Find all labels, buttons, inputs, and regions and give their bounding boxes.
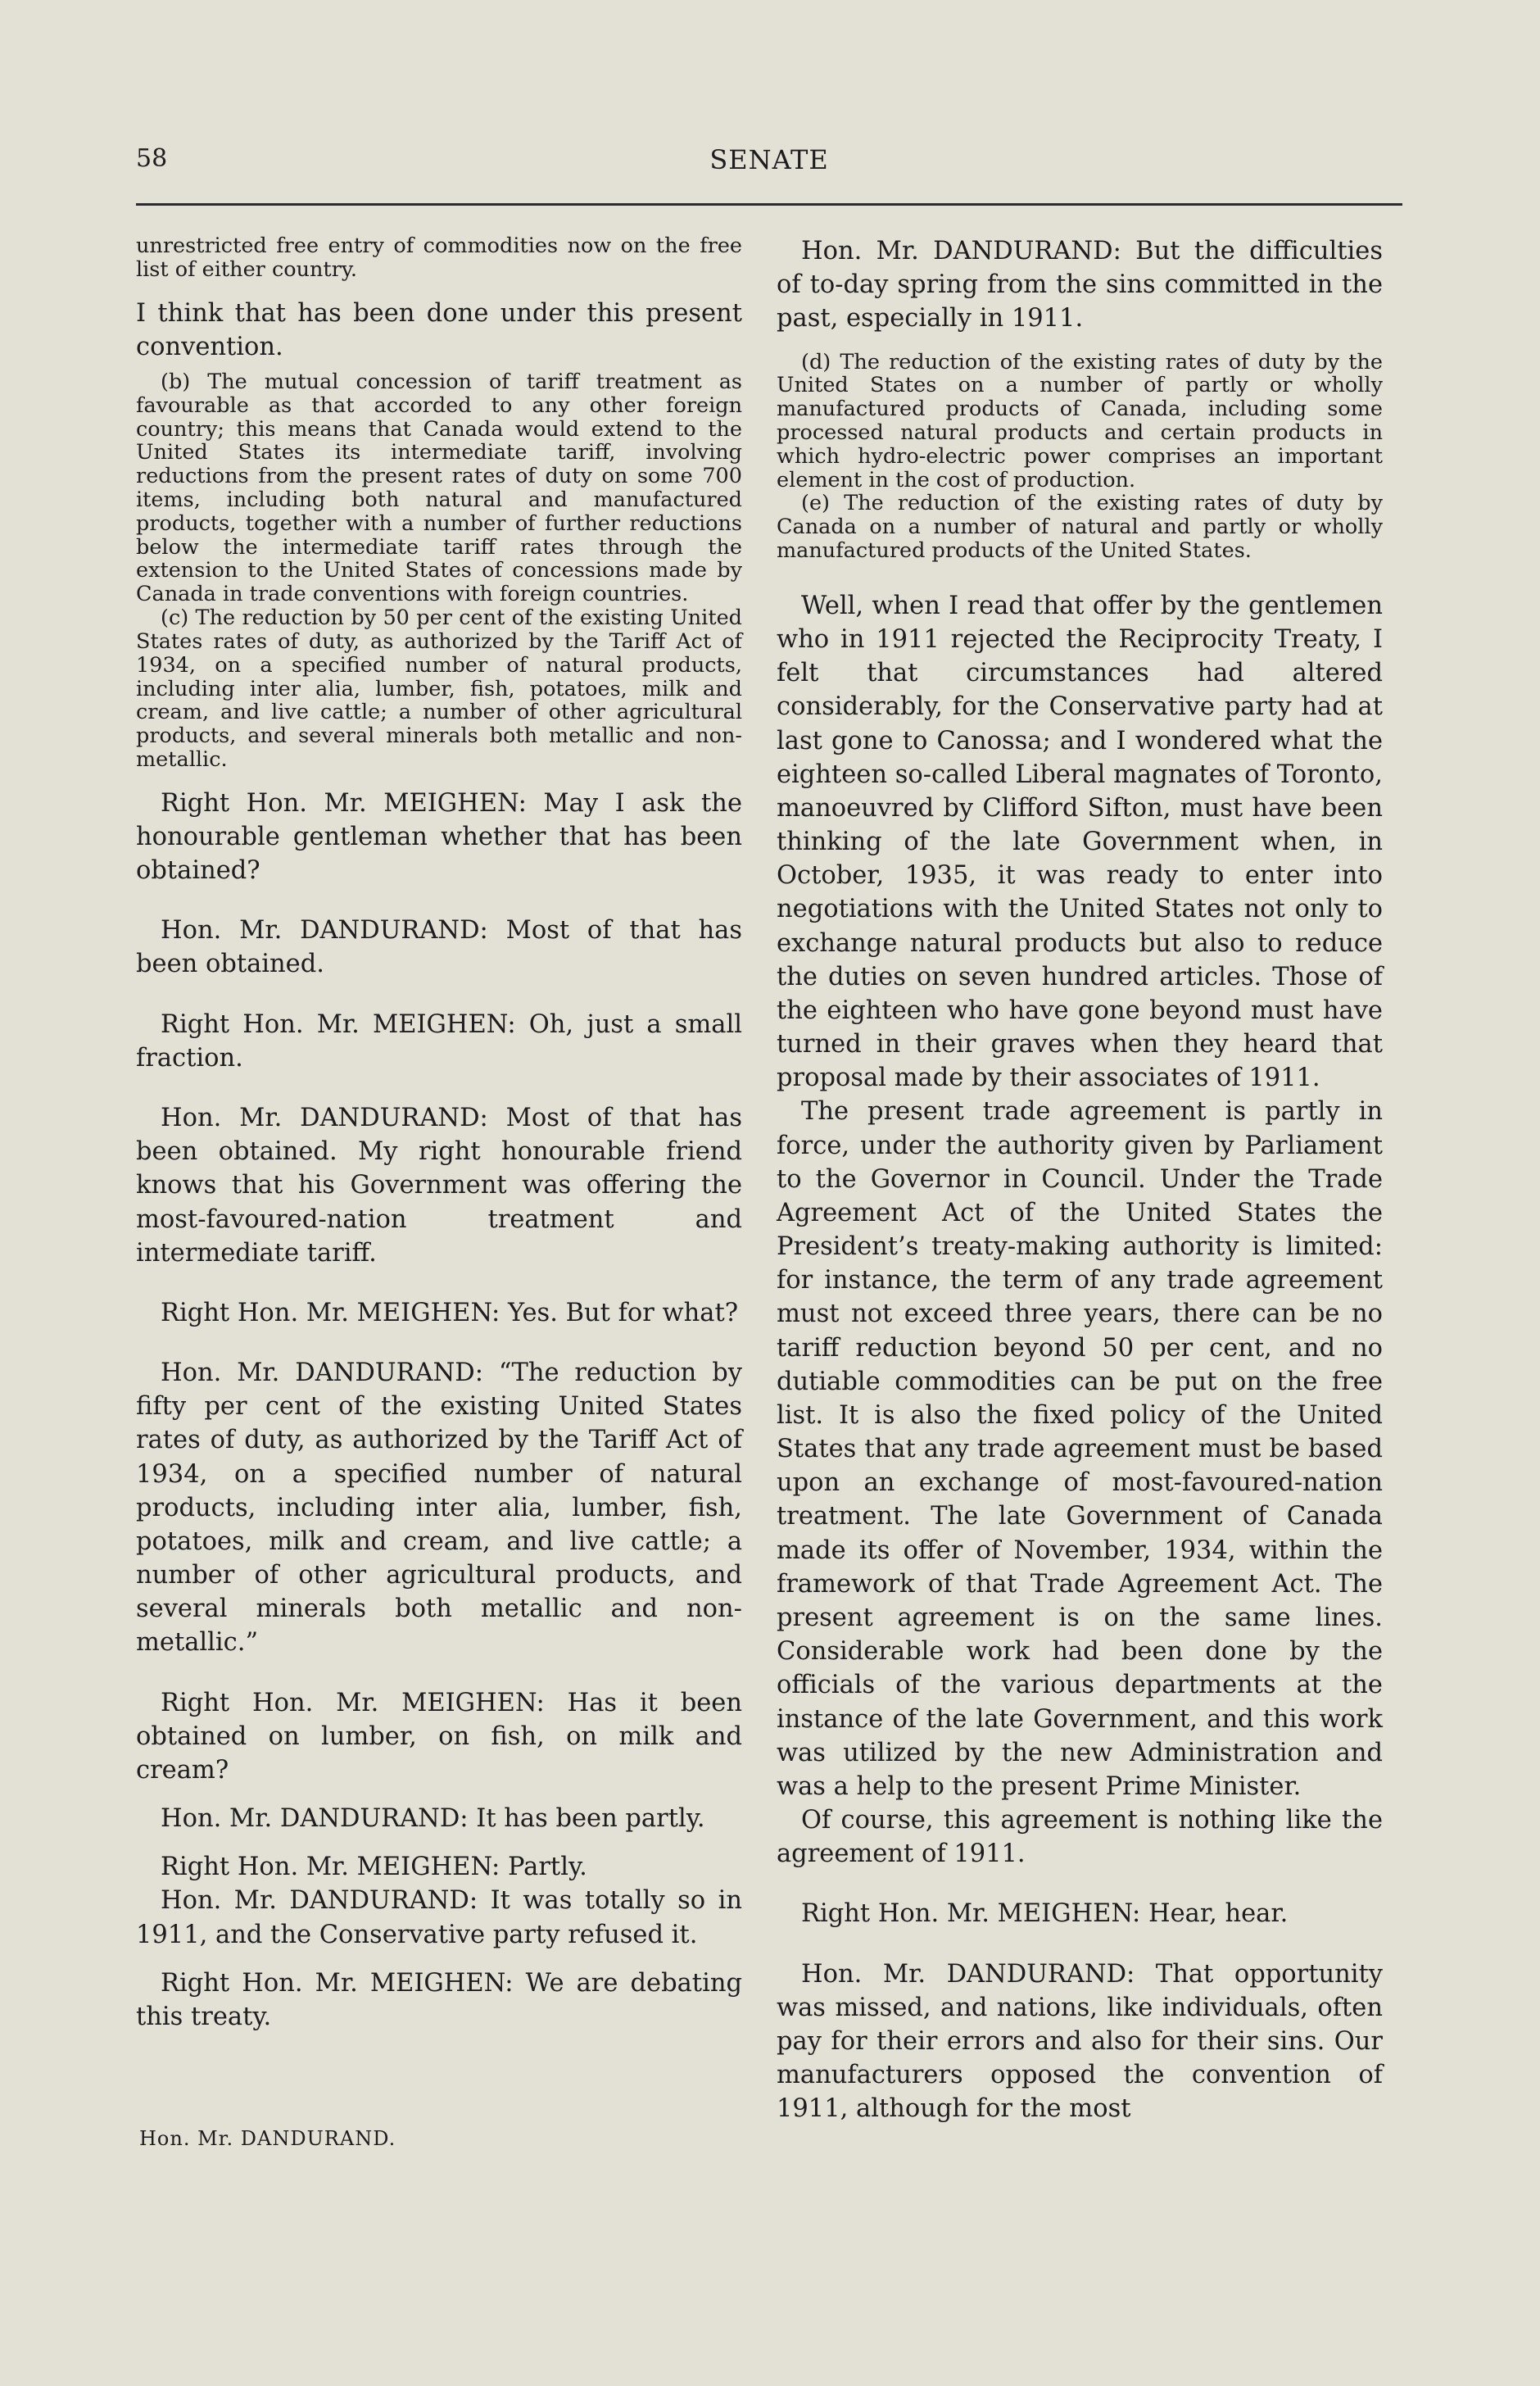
speech: Well, when I read that offer by the gentlemen who in 1911 rejected the Reciprocity Treaty, I felt that circumstances had altered considerably, for the Conservative party had at last gone to Canossa; and I wondered what the eighteen so-called Liberal magnates of Toronto, manoeuvred by Clifford Sifton, must have been thinking of the late Government when, in October, 1935, it was ready to enter into negotiations with the United States not only to exchange natural products but also to reduce the duties on seven hundred articles. Those of the eighteen who have gone beyond must have turned in their graves when they heard that proposal made by their associates of 1911. — [777, 591, 1383, 1093]
speech: Hon. Mr. DANDURAND: That opportunity was missed, and nations, like individuals, often pay for their errors and also for their sins. Our manufacturers opposed the convention of 1911, although for the most — [777, 1959, 1383, 2124]
paragraph: I think that has been done under this present convention. — [136, 298, 742, 361]
paragraph: Of course, this agreement is nothing like the agreement of 1911. — [777, 1806, 1383, 1869]
running-head: SENATE — [709, 144, 829, 175]
speech: Hon. Mr. DANDURAND: But the difficulties of to-day spring from the sins committed in the past, especially in 1911. — [777, 237, 1383, 333]
speech: Hon. Mr. DANDURAND: Most of that has been obtained. — [136, 916, 742, 979]
speech: Right Hon. Mr. MEIGHEN: Hear, hear. — [801, 1899, 1289, 1929]
speech: Hon. Mr. DANDURAND: Most of that has been obtained. My right honourable friend knows that his Government was offering the most-favoured-nation treatment and intermediate tariff. — [136, 1103, 742, 1268]
speech: Right Hon. Mr. MEIGHEN: We are debating this treaty. — [136, 1968, 742, 2031]
speech: Right Hon. Mr. MEIGHEN: May I ask the honourable gentleman whether that has been obtained? — [136, 788, 742, 886]
footer-speaker-name: Hon. Mr. DANDURAND. — [139, 2127, 396, 2150]
quoted-clause: (b) The mutual concession of tariff treatment as favourable as that accorded to any other foreign country; this means that Canada would extend to the United States its intermediate tariff, involving reductions from the present rates of duty on some 700 items, including both natural and manufactured products, together with a number of further reductions below the intermediate tariff rates through the extension to the United States of concessions made by Canada in trade conventions with foreign countries. — [136, 369, 742, 607]
speech: Right Hon. Mr. MEIGHEN: Oh, just a small fraction. — [136, 1009, 742, 1073]
speech: Right Hon. Mr. MEIGHEN: Has it been obtained on lumber, on fish, on milk and cream? — [136, 1688, 742, 1785]
speech: Hon. Mr. DANDURAND: It has been partly. — [161, 1804, 705, 1834]
paragraph: unrestricted free entry of commodities now on the free list of either country. — [136, 234, 742, 282]
speech: Hon. Mr. DANDURAND: It was totally so in 1911, and the Conservative party refused it. — [136, 1886, 742, 1949]
speech: Right Hon. Mr. MEIGHEN: Partly. — [161, 1853, 587, 1882]
left-column — [136, 234, 742, 2034]
right-column — [777, 234, 1383, 2125]
quoted-clause: (c) The reduction by 50 per cent of the existing United States rates of duty, as authorized by the Tariff Act of 1934, on a specified number of natural products, including inter alia, lumber, fish, potatoes, milk and cream, and live cattle; a number of other agricultural products, and several minerals both metallic and non-metallic. — [136, 606, 742, 772]
header-rule — [136, 203, 1402, 206]
page-number: 58 — [136, 144, 168, 173]
quoted-clause: (d) The reduction of the existing rates of duty by the United States on a number of partly or wholly manufactured products of Canada, including some processed natural products and certain products in which hydro-electric power comprises an important element in the cost of production. — [777, 349, 1383, 492]
speech: Hon. Mr. DANDURAND: “The reduction by fifty per cent of the existing United States rates of duty, as authorized by the Tariff Act of 1934, on a specified number of natural products, including inter alia, lumber, fish, potatoes, milk and cream, and live cattle; a number of other agricultural products, and several minerals both metallic and non-metallic.” — [136, 1359, 742, 1658]
quoted-clause: (e) The reduction of the existing rates of duty by Canada on a number of natural and partly or wholly manufactured products of the United States. — [777, 491, 1383, 564]
speech: Right Hon. Mr. MEIGHEN: Yes. But for what? — [161, 1298, 739, 1327]
page-header — [136, 144, 1402, 185]
paragraph: The present trade agreement is partly in force, under the authority given by Parliament to the Governor in Council. Under the Trade Agreement Act of the United States the President’s treaty-making authority is limited: for instance, the term of any trade agreement must not exceed three years, there can be no tariff reduction beyond 50 per cent, and no dutiable commodities can be put on the free list. It is also the fixed policy of the United States that any trade agreement must be based upon an exchange of most-favoured-nation treatment. The late Government of Canada made its offer of November, 1934, within the framework of that Trade Agreement Act. The present agreement is on the same lines. Considerable work had been done by the officials of the various departments at the instance of the late Government, and this work was utilized by the new Administration and was a help to the present Prime Minister. — [777, 1097, 1383, 1801]
